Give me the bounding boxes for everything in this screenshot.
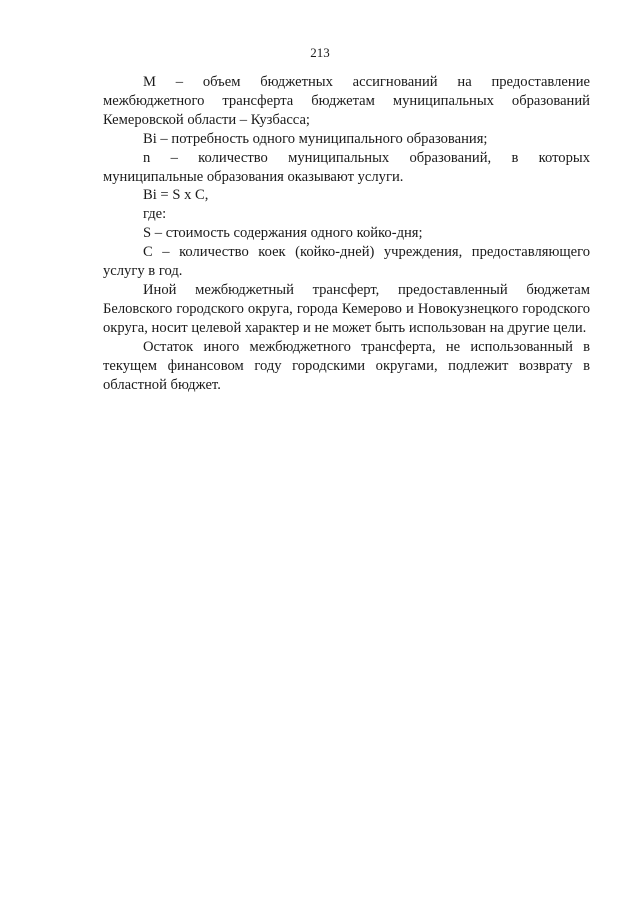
document-body [103,73,590,394]
paragraph-s-definition: S – стоимость содержания одного койко-дня; [143,225,423,242]
paragraph-transfer-remainder: Остаток иного межбюджетного трансферта, не использованный в текущем финансовом году городскими округами, подлежит возврату в областной бюджет. [103,338,590,393]
page-number: 213 [310,45,330,60]
paragraph-m-definition: M – объем бюджетных ассигнований на предоставление межбюджетного трансферта бюджетам муниципальных образований Кемеровской области – Кузбасса; [103,74,590,128]
paragraph-n-definition: n – количество муниципальных образований, в которых муниципальные образования оказывают услуги. [103,149,590,185]
paragraph-bi-definition: Bi – потребность одного муниципального образования; [143,130,488,147]
formula-bi: Bi = S x C, [143,187,209,204]
paragraph-transfer-purpose: Иной межбюджетный трансферт, предоставленный бюджетам Беловского городского округа, города Кемерово и Новокузнецкого городского округа, носит целевой характер и не может быть использован на другие цели. [103,281,590,336]
paragraph-where: где: [143,206,167,223]
paragraph-c-definition: C – количество коек (койко-дней) учреждения, предоставляющего услугу в год. [103,244,590,280]
